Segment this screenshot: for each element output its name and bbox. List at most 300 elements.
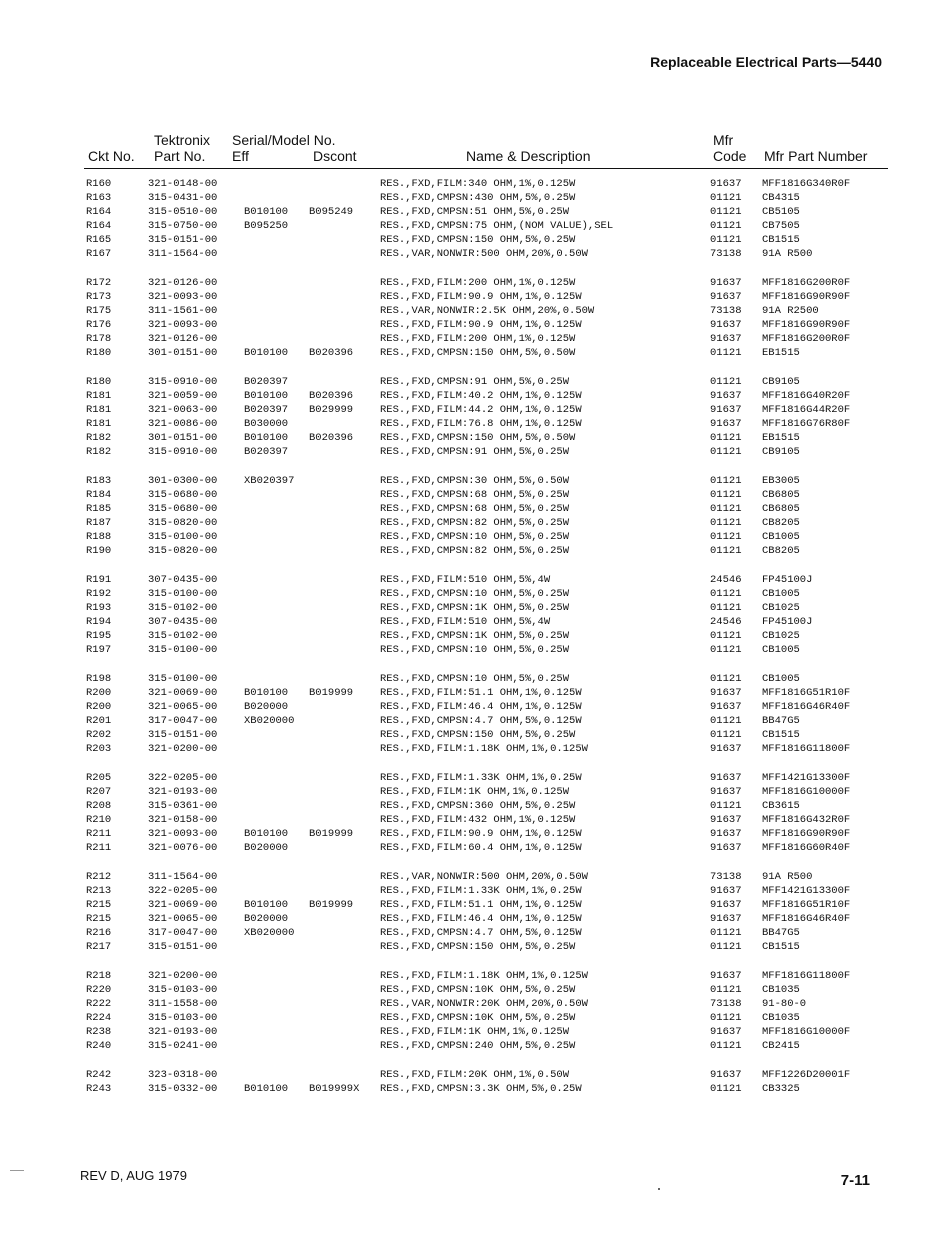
column-header-tektronix: Tektronix bbox=[154, 132, 211, 148]
part-no-cell: 321-0086-00 bbox=[148, 418, 218, 430]
mfr-part-number-cell: 91A R500 bbox=[762, 248, 813, 260]
part-no-cell: 311-1561-00 bbox=[148, 305, 218, 317]
mfr-part-number-cell: MFF1816G40R20F bbox=[762, 390, 851, 402]
ckt-no-cell: R208 bbox=[86, 800, 112, 812]
part-no-cell: 311-1564-00 bbox=[148, 248, 218, 260]
mfr-part-number-cell: CB1025 bbox=[762, 602, 800, 614]
table-row bbox=[0, 276, 950, 290]
part-no-cell: 301-0300-00 bbox=[148, 475, 218, 487]
column-header-serial-model: Serial/Model No. bbox=[232, 132, 336, 148]
mfr-part-number-cell: CB3325 bbox=[762, 1083, 800, 1095]
mfr-part-number-cell: MFF1816G432R0F bbox=[762, 814, 851, 826]
header-rule bbox=[84, 168, 888, 169]
table-row bbox=[0, 742, 950, 756]
part-no-cell: 315-0102-00 bbox=[148, 630, 218, 642]
description-cell: RES.,FXD,FILM:20K OHM,1%,0.50W bbox=[380, 1069, 570, 1081]
serial-eff-cell: B030000 bbox=[244, 418, 289, 430]
part-no-cell: 315-0680-00 bbox=[148, 503, 218, 515]
serial-eff-cell: XB020397 bbox=[244, 475, 295, 487]
group-spacer bbox=[0, 459, 950, 474]
ckt-no-cell: R165 bbox=[86, 234, 112, 246]
table-row bbox=[0, 997, 950, 1011]
description-cell: RES.,FXD,FILM:51.1 OHM,1%,0.125W bbox=[380, 899, 582, 911]
ckt-no-cell: R205 bbox=[86, 772, 112, 784]
serial-eff-cell: B020000 bbox=[244, 701, 289, 713]
description-cell: RES.,FXD,CMPSN:82 OHM,5%,0.25W bbox=[380, 545, 570, 557]
table-row bbox=[0, 530, 950, 544]
table-row bbox=[0, 912, 950, 926]
mfr-part-number-cell: MFF1816G46R40F bbox=[762, 913, 851, 925]
mfr-code-cell: 01121 bbox=[710, 941, 742, 953]
parts-group bbox=[0, 573, 950, 657]
mfr-code-cell: 91637 bbox=[710, 1026, 742, 1038]
part-no-cell: 315-0332-00 bbox=[148, 1083, 218, 1095]
part-no-cell: 315-0910-00 bbox=[148, 376, 218, 388]
mfr-code-cell: 01121 bbox=[710, 531, 742, 543]
mfr-part-number-cell: EB3005 bbox=[762, 475, 800, 487]
description-cell: RES.,FXD,CMPSN:430 OHM,5%,0.25W bbox=[380, 192, 576, 204]
ckt-no-cell: R167 bbox=[86, 248, 112, 260]
table-row bbox=[0, 346, 950, 360]
column-header-eff: Eff bbox=[232, 148, 249, 164]
part-no-cell: 315-0361-00 bbox=[148, 800, 218, 812]
mfr-part-number-cell: CB3615 bbox=[762, 800, 800, 812]
table-row bbox=[0, 205, 950, 219]
part-no-cell: 307-0435-00 bbox=[148, 616, 218, 628]
mfr-code-cell: 01121 bbox=[710, 729, 742, 741]
mfr-code-cell: 01121 bbox=[710, 984, 742, 996]
ckt-no-cell: R193 bbox=[86, 602, 112, 614]
ckt-no-cell: R210 bbox=[86, 814, 112, 826]
part-no-cell: 321-0158-00 bbox=[148, 814, 218, 826]
mfr-part-number-cell: MFF1421G13300F bbox=[762, 772, 851, 784]
mfr-part-number-cell: MFF1816G11800F bbox=[762, 970, 851, 982]
mfr-part-number-cell: FP45100J bbox=[762, 574, 813, 586]
parts-group bbox=[0, 474, 950, 558]
description-cell: RES.,FXD,CMPSN:10K OHM,5%,0.25W bbox=[380, 1012, 576, 1024]
column-header-mfr: Mfr bbox=[713, 132, 734, 148]
group-spacer bbox=[0, 261, 950, 276]
mfr-part-number-cell: EB1515 bbox=[762, 347, 800, 359]
parts-group bbox=[0, 1068, 950, 1096]
table-row bbox=[0, 714, 950, 728]
table-row bbox=[0, 488, 950, 502]
column-header-mfr-part-number: Mfr Part Number bbox=[764, 148, 868, 164]
table-row bbox=[0, 573, 950, 587]
mfr-code-cell: 01121 bbox=[710, 206, 742, 218]
mfr-part-number-cell: CB1025 bbox=[762, 630, 800, 642]
mfr-part-number-cell: MFF1816G10000F bbox=[762, 1026, 851, 1038]
description-cell: RES.,FXD,CMPSN:240 OHM,5%,0.25W bbox=[380, 1040, 576, 1052]
description-cell: RES.,FXD,FILM:90.9 OHM,1%,0.125W bbox=[380, 828, 582, 840]
page-header-title: Replaceable Electrical Parts—5440 bbox=[650, 54, 882, 70]
part-no-cell: 315-0151-00 bbox=[148, 234, 218, 246]
table-row bbox=[0, 318, 950, 332]
description-cell: RES.,FXD,FILM:44.2 OHM,1%,0.125W bbox=[380, 404, 582, 416]
ckt-no-cell: R200 bbox=[86, 687, 112, 699]
part-no-cell: 317-0047-00 bbox=[148, 927, 218, 939]
mfr-code-cell: 01121 bbox=[710, 234, 742, 246]
parts-group bbox=[0, 771, 950, 855]
part-no-cell: 321-0126-00 bbox=[148, 333, 218, 345]
description-cell: RES.,FXD,FILM:1.18K OHM,1%,0.125W bbox=[380, 743, 588, 755]
group-spacer bbox=[0, 954, 950, 969]
part-no-cell: 321-0193-00 bbox=[148, 786, 218, 798]
description-cell: RES.,FXD,CMPSN:68 OHM,5%,0.25W bbox=[380, 489, 570, 501]
part-no-cell: 315-0680-00 bbox=[148, 489, 218, 501]
serial-eff-cell: B095250 bbox=[244, 220, 289, 232]
part-no-cell: 321-0076-00 bbox=[148, 842, 218, 854]
part-no-cell: 315-0750-00 bbox=[148, 220, 218, 232]
ckt-no-cell: R194 bbox=[86, 616, 112, 628]
table-row bbox=[0, 1011, 950, 1025]
table-row bbox=[0, 643, 950, 657]
part-no-cell: 315-0910-00 bbox=[148, 446, 218, 458]
mfr-code-cell: 91637 bbox=[710, 842, 742, 854]
group-spacer bbox=[0, 657, 950, 672]
table-row bbox=[0, 841, 950, 855]
table-row bbox=[0, 1025, 950, 1039]
description-cell: RES.,FXD,FILM:432 OHM,1%,0.125W bbox=[380, 814, 576, 826]
ckt-no-cell: R211 bbox=[86, 842, 112, 854]
mfr-code-cell: 01121 bbox=[710, 432, 742, 444]
part-no-cell: 321-0126-00 bbox=[148, 277, 218, 289]
mfr-code-cell: 01121 bbox=[710, 1083, 742, 1095]
ckt-no-cell: R181 bbox=[86, 404, 112, 416]
ckt-no-cell: R216 bbox=[86, 927, 112, 939]
table-row bbox=[0, 403, 950, 417]
ckt-no-cell: R182 bbox=[86, 446, 112, 458]
column-header-name-description: Name & Description bbox=[466, 148, 591, 164]
mfr-code-cell: 91637 bbox=[710, 404, 742, 416]
mfr-code-cell: 01121 bbox=[710, 644, 742, 656]
mfr-code-cell: 01121 bbox=[710, 192, 742, 204]
mfr-part-number-cell: CB1005 bbox=[762, 644, 800, 656]
mfr-code-cell: 91637 bbox=[710, 772, 742, 784]
table-row bbox=[0, 233, 950, 247]
margin-dash-mark bbox=[10, 1170, 24, 1171]
ckt-no-cell: R185 bbox=[86, 503, 112, 515]
mfr-part-number-cell: CB1035 bbox=[762, 1012, 800, 1024]
description-cell: RES.,FXD,CMPSN:91 OHM,5%,0.25W bbox=[380, 446, 570, 458]
mfr-code-cell: 73138 bbox=[710, 305, 742, 317]
part-no-cell: 315-0820-00 bbox=[148, 517, 218, 529]
table-row bbox=[0, 177, 950, 191]
description-cell: RES.,FXD,CMPSN:4.7 OHM,5%,0.125W bbox=[380, 927, 582, 939]
mfr-part-number-cell: CB8205 bbox=[762, 517, 800, 529]
description-cell: RES.,FXD,CMPSN:30 OHM,5%,0.50W bbox=[380, 475, 570, 487]
ckt-no-cell: R215 bbox=[86, 913, 112, 925]
description-cell: RES.,FXD,FILM:340 OHM,1%,0.125W bbox=[380, 178, 576, 190]
mfr-code-cell: 01121 bbox=[710, 545, 742, 557]
ckt-no-cell: R184 bbox=[86, 489, 112, 501]
part-no-cell: 321-0200-00 bbox=[148, 743, 218, 755]
table-row bbox=[0, 601, 950, 615]
mfr-code-cell: 91637 bbox=[710, 178, 742, 190]
part-no-cell: 301-0151-00 bbox=[148, 347, 218, 359]
footer-revision: REV D, AUG 1979 bbox=[80, 1168, 187, 1183]
ckt-no-cell: R172 bbox=[86, 277, 112, 289]
serial-dscont-cell: B019999 bbox=[309, 687, 354, 699]
description-cell: RES.,FXD,FILM:510 OHM,5%,4W bbox=[380, 574, 551, 586]
part-no-cell: 321-0063-00 bbox=[148, 404, 218, 416]
mfr-code-cell: 91637 bbox=[710, 828, 742, 840]
part-no-cell: 321-0059-00 bbox=[148, 390, 218, 402]
table-row bbox=[0, 290, 950, 304]
part-no-cell: 315-0100-00 bbox=[148, 673, 218, 685]
description-cell: RES.,FXD,CMPSN:1K OHM,5%,0.25W bbox=[380, 630, 570, 642]
description-cell: RES.,FXD,CMPSN:51 OHM,5%,0.25W bbox=[380, 206, 570, 218]
part-no-cell: 315-0510-00 bbox=[148, 206, 218, 218]
mfr-part-number-cell: CB1515 bbox=[762, 234, 800, 246]
mfr-part-number-cell: MFF1816G90R90F bbox=[762, 319, 851, 331]
mfr-part-number-cell: CB4315 bbox=[762, 192, 800, 204]
table-row bbox=[0, 375, 950, 389]
description-cell: RES.,FXD,CMPSN:82 OHM,5%,0.25W bbox=[380, 517, 570, 529]
mfr-part-number-cell: MFF1816G60R40F bbox=[762, 842, 851, 854]
part-no-cell: 315-0151-00 bbox=[148, 729, 218, 741]
part-no-cell: 322-0205-00 bbox=[148, 772, 218, 784]
description-cell: RES.,FXD,CMPSN:10K OHM,5%,0.25W bbox=[380, 984, 576, 996]
mfr-part-number-cell: MFF1816G10000F bbox=[762, 786, 851, 798]
description-cell: RES.,FXD,FILM:76.8 OHM,1%,0.125W bbox=[380, 418, 582, 430]
serial-dscont-cell: B019999 bbox=[309, 828, 354, 840]
ckt-no-cell: R201 bbox=[86, 715, 112, 727]
mfr-part-number-cell: BB47G5 bbox=[762, 715, 800, 727]
ckt-no-cell: R163 bbox=[86, 192, 112, 204]
mfr-code-cell: 91637 bbox=[710, 786, 742, 798]
mfr-code-cell: 91637 bbox=[710, 899, 742, 911]
mfr-code-cell: 01121 bbox=[710, 927, 742, 939]
group-spacer bbox=[0, 756, 950, 771]
part-no-cell: 321-0065-00 bbox=[148, 701, 218, 713]
ckt-no-cell: R187 bbox=[86, 517, 112, 529]
description-cell: RES.,FXD,FILM:1.18K OHM,1%,0.125W bbox=[380, 970, 588, 982]
description-cell: RES.,FXD,CMPSN:4.7 OHM,5%,0.125W bbox=[380, 715, 582, 727]
serial-eff-cell: B010100 bbox=[244, 347, 289, 359]
part-no-cell: 317-0047-00 bbox=[148, 715, 218, 727]
ckt-no-cell: R164 bbox=[86, 206, 112, 218]
part-no-cell: 315-0100-00 bbox=[148, 531, 218, 543]
ckt-no-cell: R180 bbox=[86, 347, 112, 359]
part-no-cell: 315-0102-00 bbox=[148, 602, 218, 614]
table-row bbox=[0, 304, 950, 318]
mfr-part-number-cell: MFF1816G90R90F bbox=[762, 291, 851, 303]
part-no-cell: 311-1564-00 bbox=[148, 871, 218, 883]
mfr-code-cell: 01121 bbox=[710, 673, 742, 685]
mfr-part-number-cell: CB6805 bbox=[762, 503, 800, 515]
part-no-cell: 307-0435-00 bbox=[148, 574, 218, 586]
mfr-part-number-cell: BB47G5 bbox=[762, 927, 800, 939]
part-no-cell: 315-0431-00 bbox=[148, 192, 218, 204]
mfr-code-cell: 91637 bbox=[710, 277, 742, 289]
serial-eff-cell: B020397 bbox=[244, 446, 289, 458]
mfr-code-cell: 73138 bbox=[710, 871, 742, 883]
table-row bbox=[0, 969, 950, 983]
mfr-code-cell: 73138 bbox=[710, 248, 742, 260]
table-row bbox=[0, 898, 950, 912]
mfr-code-cell: 24546 bbox=[710, 574, 742, 586]
mfr-part-number-cell: CB5105 bbox=[762, 206, 800, 218]
part-no-cell: 315-0100-00 bbox=[148, 644, 218, 656]
ckt-no-cell: R178 bbox=[86, 333, 112, 345]
ckt-no-cell: R242 bbox=[86, 1069, 112, 1081]
mfr-part-number-cell: 91A R500 bbox=[762, 871, 813, 883]
ckt-no-cell: R213 bbox=[86, 885, 112, 897]
table-row bbox=[0, 587, 950, 601]
table-row bbox=[0, 502, 950, 516]
mfr-code-cell: 91637 bbox=[710, 743, 742, 755]
table-row bbox=[0, 191, 950, 205]
mfr-code-cell: 91637 bbox=[710, 913, 742, 925]
mfr-part-number-cell: MFF1816G76R80F bbox=[762, 418, 851, 430]
mfr-code-cell: 01121 bbox=[710, 1012, 742, 1024]
table-row bbox=[0, 700, 950, 714]
table-row bbox=[0, 544, 950, 558]
mfr-part-number-cell: MFF1816G90R90F bbox=[762, 828, 851, 840]
parts-group bbox=[0, 969, 950, 1053]
mfr-part-number-cell: 91A R2500 bbox=[762, 305, 819, 317]
description-cell: RES.,FXD,CMPSN:1K OHM,5%,0.25W bbox=[380, 602, 570, 614]
description-cell: RES.,FXD,CMPSN:150 OHM,5%,0.25W bbox=[380, 234, 576, 246]
mfr-code-cell: 01121 bbox=[710, 475, 742, 487]
serial-dscont-cell: B029999 bbox=[309, 404, 354, 416]
mfr-code-cell: 91637 bbox=[710, 418, 742, 430]
stray-dot-mark bbox=[658, 1188, 660, 1190]
ckt-no-cell: R218 bbox=[86, 970, 112, 982]
description-cell: RES.,VAR,NONWIR:20K OHM,20%,0.50W bbox=[380, 998, 588, 1010]
table-row bbox=[0, 686, 950, 700]
mfr-code-cell: 91637 bbox=[710, 333, 742, 345]
table-row bbox=[0, 813, 950, 827]
mfr-part-number-cell: CB2415 bbox=[762, 1040, 800, 1052]
mfr-code-cell: 01121 bbox=[710, 630, 742, 642]
part-no-cell: 323-0318-00 bbox=[148, 1069, 218, 1081]
ckt-no-cell: R188 bbox=[86, 531, 112, 543]
mfr-part-number-cell: MFF1816G200R0F bbox=[762, 277, 851, 289]
parts-group bbox=[0, 375, 950, 459]
description-cell: RES.,FXD,CMPSN:10 OHM,5%,0.25W bbox=[380, 644, 570, 656]
table-row bbox=[0, 1068, 950, 1082]
serial-eff-cell: B010100 bbox=[244, 390, 289, 402]
serial-eff-cell: B010100 bbox=[244, 432, 289, 444]
part-no-cell: 321-0200-00 bbox=[148, 970, 218, 982]
table-row bbox=[0, 799, 950, 813]
description-cell: RES.,FXD,FILM:1.33K OHM,1%,0.25W bbox=[380, 885, 582, 897]
serial-eff-cell: B020397 bbox=[244, 376, 289, 388]
description-cell: RES.,FXD,CMPSN:150 OHM,5%,0.25W bbox=[380, 941, 576, 953]
part-no-cell: 322-0205-00 bbox=[148, 885, 218, 897]
mfr-code-cell: 01121 bbox=[710, 489, 742, 501]
serial-eff-cell: B020000 bbox=[244, 842, 289, 854]
table-row bbox=[0, 827, 950, 841]
mfr-code-cell: 01121 bbox=[710, 446, 742, 458]
ckt-no-cell: R190 bbox=[86, 545, 112, 557]
ckt-no-cell: R203 bbox=[86, 743, 112, 755]
table-row bbox=[0, 332, 950, 346]
description-cell: RES.,FXD,FILM:1K OHM,1%,0.125W bbox=[380, 1026, 570, 1038]
mfr-part-number-cell: MFF1816G51R10F bbox=[762, 899, 851, 911]
part-no-cell: 321-0069-00 bbox=[148, 899, 218, 911]
description-cell: RES.,VAR,NONWIR:500 OHM,20%,0.50W bbox=[380, 248, 588, 260]
serial-dscont-cell: B020396 bbox=[309, 390, 354, 402]
part-no-cell: 321-0093-00 bbox=[148, 291, 218, 303]
description-cell: RES.,FXD,CMPSN:360 OHM,5%,0.25W bbox=[380, 800, 576, 812]
mfr-code-cell: 01121 bbox=[710, 1040, 742, 1052]
mfr-part-number-cell: CB7505 bbox=[762, 220, 800, 232]
mfr-part-number-cell: CB1005 bbox=[762, 588, 800, 600]
part-no-cell: 315-0103-00 bbox=[148, 984, 218, 996]
description-cell: RES.,FXD,FILM:1K OHM,1%,0.125W bbox=[380, 786, 570, 798]
description-cell: RES.,FXD,FILM:200 OHM,1%,0.125W bbox=[380, 333, 576, 345]
mfr-part-number-cell: MFF1816G11800F bbox=[762, 743, 851, 755]
serial-dscont-cell: B020396 bbox=[309, 347, 354, 359]
serial-dscont-cell: B020396 bbox=[309, 432, 354, 444]
ckt-no-cell: R164 bbox=[86, 220, 112, 232]
description-cell: RES.,VAR,NONWIR:500 OHM,20%,0.50W bbox=[380, 871, 588, 883]
ckt-no-cell: R181 bbox=[86, 390, 112, 402]
mfr-code-cell: 01121 bbox=[710, 602, 742, 614]
table-row bbox=[0, 474, 950, 488]
table-row bbox=[0, 445, 950, 459]
parts-group bbox=[0, 672, 950, 756]
serial-eff-cell: B010100 bbox=[244, 1083, 289, 1095]
mfr-part-number-cell: MFF1816G340R0F bbox=[762, 178, 851, 190]
mfr-code-cell: 24546 bbox=[710, 616, 742, 628]
description-cell: RES.,FXD,FILM:510 OHM,5%,4W bbox=[380, 616, 551, 628]
ckt-no-cell: R207 bbox=[86, 786, 112, 798]
description-cell: RES.,FXD,CMPSN:150 OHM,5%,0.25W bbox=[380, 729, 576, 741]
mfr-code-cell: 91637 bbox=[710, 970, 742, 982]
description-cell: RES.,FXD,FILM:46.4 OHM,1%,0.125W bbox=[380, 913, 582, 925]
table-row bbox=[0, 785, 950, 799]
part-no-cell: 321-0065-00 bbox=[148, 913, 218, 925]
part-no-cell: 321-0193-00 bbox=[148, 1026, 218, 1038]
serial-dscont-cell: B019999X bbox=[309, 1083, 360, 1095]
ckt-no-cell: R202 bbox=[86, 729, 112, 741]
mfr-part-number-cell: CB1515 bbox=[762, 941, 800, 953]
mfr-code-cell: 91637 bbox=[710, 1069, 742, 1081]
mfr-code-cell: 01121 bbox=[710, 800, 742, 812]
table-row bbox=[0, 884, 950, 898]
description-cell: RES.,FXD,FILM:51.1 OHM,1%,0.125W bbox=[380, 687, 582, 699]
mfr-part-number-cell: MFF1816G200R0F bbox=[762, 333, 851, 345]
part-no-cell: 321-0093-00 bbox=[148, 828, 218, 840]
mfr-part-number-cell: EB1515 bbox=[762, 432, 800, 444]
mfr-part-number-cell: MFF1421G13300F bbox=[762, 885, 851, 897]
serial-eff-cell: B010100 bbox=[244, 899, 289, 911]
table-row bbox=[0, 983, 950, 997]
mfr-code-cell: 91637 bbox=[710, 885, 742, 897]
group-spacer bbox=[0, 1053, 950, 1068]
serial-eff-cell: XB020000 bbox=[244, 927, 295, 939]
serial-eff-cell: B020000 bbox=[244, 913, 289, 925]
table-row bbox=[0, 926, 950, 940]
ckt-no-cell: R173 bbox=[86, 291, 112, 303]
mfr-part-number-cell: CB8205 bbox=[762, 545, 800, 557]
mfr-part-number-cell: CB9105 bbox=[762, 376, 800, 388]
mfr-code-cell: 91637 bbox=[710, 701, 742, 713]
description-cell: RES.,FXD,CMPSN:150 OHM,5%,0.50W bbox=[380, 347, 576, 359]
column-header-code: Code bbox=[713, 148, 747, 164]
ckt-no-cell: R182 bbox=[86, 432, 112, 444]
description-cell: RES.,FXD,FILM:46.4 OHM,1%,0.125W bbox=[380, 701, 582, 713]
description-cell: RES.,FXD,FILM:200 OHM,1%,0.125W bbox=[380, 277, 576, 289]
part-no-cell: 321-0069-00 bbox=[148, 687, 218, 699]
ckt-no-cell: R176 bbox=[86, 319, 112, 331]
table-row bbox=[0, 1039, 950, 1053]
mfr-code-cell: 01121 bbox=[710, 220, 742, 232]
